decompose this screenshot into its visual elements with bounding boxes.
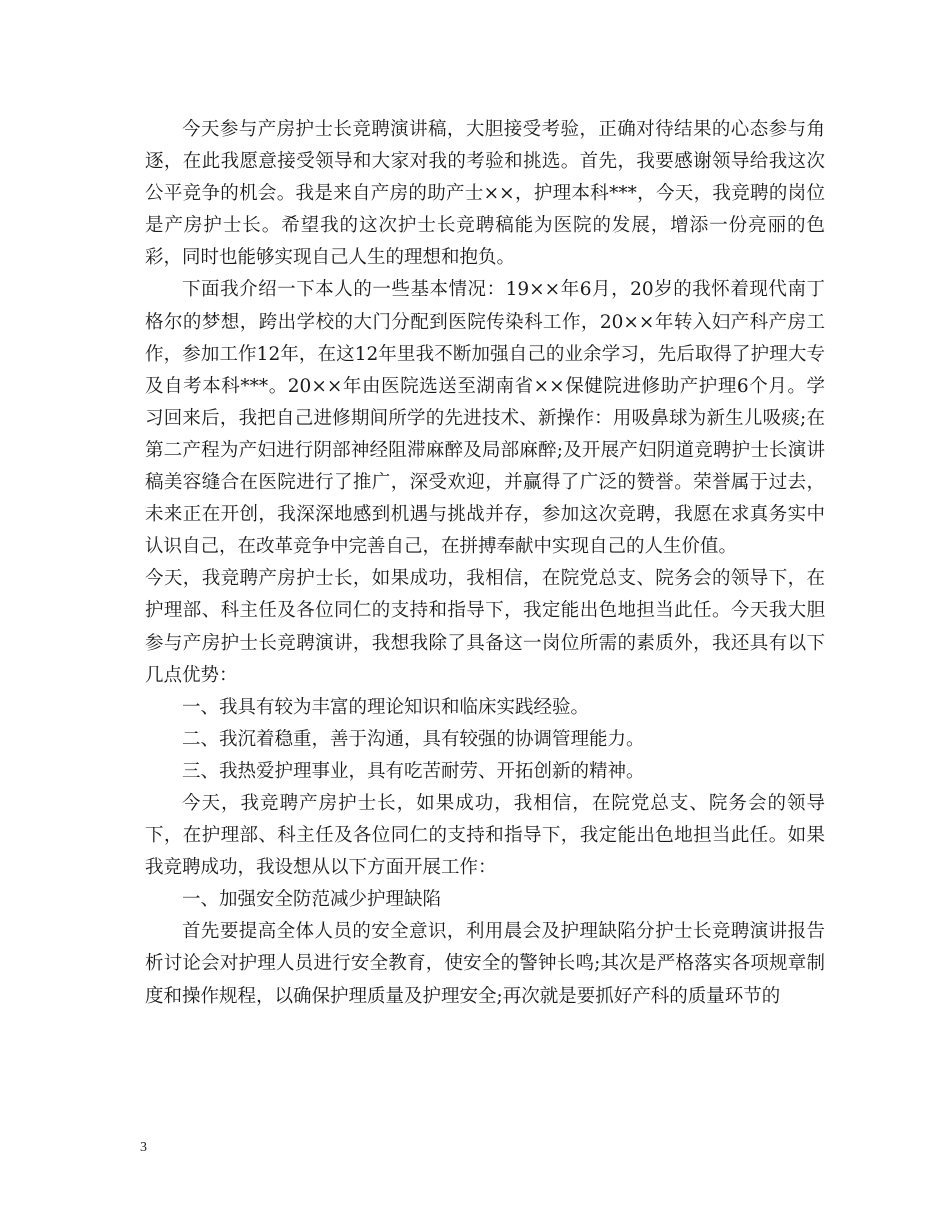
body-text [145,114,825,1013]
list-item-advantage-3: 三、我热爱护理事业，具有吃苦耐劳、开拓创新的精神。 [182,760,645,782]
paragraph-opening: 今天参与产房护士长竞聘演讲稿，大胆接受考验，正确对待结果的心态参与角逐，在此我愿意接受领导和大家对我的考验和挑选。首先，我要感谢领导给我这次公平竞争的机会。我是来自产房的助产士××，护理本科***，今天，我竞聘的岗位是产房护士长。希望我的这次护士长竞聘稿能为医院的发展，增添一份亮丽的色彩，同时也能够实现自己人生的理想和抱负。 [145,119,825,269]
paragraph-plan-intro: 今天，我竞聘产房护士长，如果成功，我相信，在院党总支、院务会的领导下，在护理部、科主任及各位同仁的支持和指导下，我定能出色地担当此任。如果我竞聘成功，我设想从以下方面开展工作： [145,792,825,879]
list-item-advantage-1: 一、我具有较为丰富的理论知识和临床实践经验。 [182,696,590,718]
page-number: 3 [140,1140,147,1155]
paragraph-commitment: 今天，我竞聘产房护士长，如果成功，我相信，在院党总支、院务会的领导下，在护理部、科主任及各位同仁的支持和指导下，我定能出色地担当此任。今天我大胆参与产房护士长竞聘演讲，我想我除了具备这一岗位所需的素质外，我还具有以下几点优势： [145,568,825,686]
paragraph-background: 下面我介绍一下本人的一些基本情况：19××年6月，20岁的我怀着现代南丁格尔的梦想，跨出学校的大门分配到医院传染科工作，20××年转入妇产科产房工作，参加工作12年，在这12年里我不断加强自己的业余学习，先后取得了护理大专及自考本科***。20××年由医院选送至湖南省××保健院进修助产护理6个月。学习回来后，我把自己进修期间所学的先进技术、新操作：用吸鼻球为新生儿吸痰;在第二产程为产妇进行阴部神经阻滞麻醉及局部麻醉;及开展产妇阴道竞聘护士长演讲稿美容缝合在医院进行了推广，深受欢迎，并赢得了广泛的赞誉。荣誉属于过去，未来正在开创，我深深地感到机遇与挑战并存，参加这次竞聘，我愿在求真务实中认识自己，在改革竞争中完善自己，在拼搏奉献中实现自己的人生价值。 [145,279,825,558]
list-item-advantage-2: 二、我沉着稳重，善于沟通，具有较强的协调管理能力。 [182,728,645,750]
section-heading-safety: 一、加强安全防范减少护理缺陷 [182,889,442,911]
paragraph-safety: 首先要提高全体人员的安全意识，利用晨会及护理缺陷分护士长竞聘演讲报告析讨论会对护理人员进行安全教育，使安全的警钟长鸣;其次是严格落实各项规章制度和操作规程，以确保护理质量及护理安全;再次就是要抓好产科的质量环节的 [145,921,825,1007]
